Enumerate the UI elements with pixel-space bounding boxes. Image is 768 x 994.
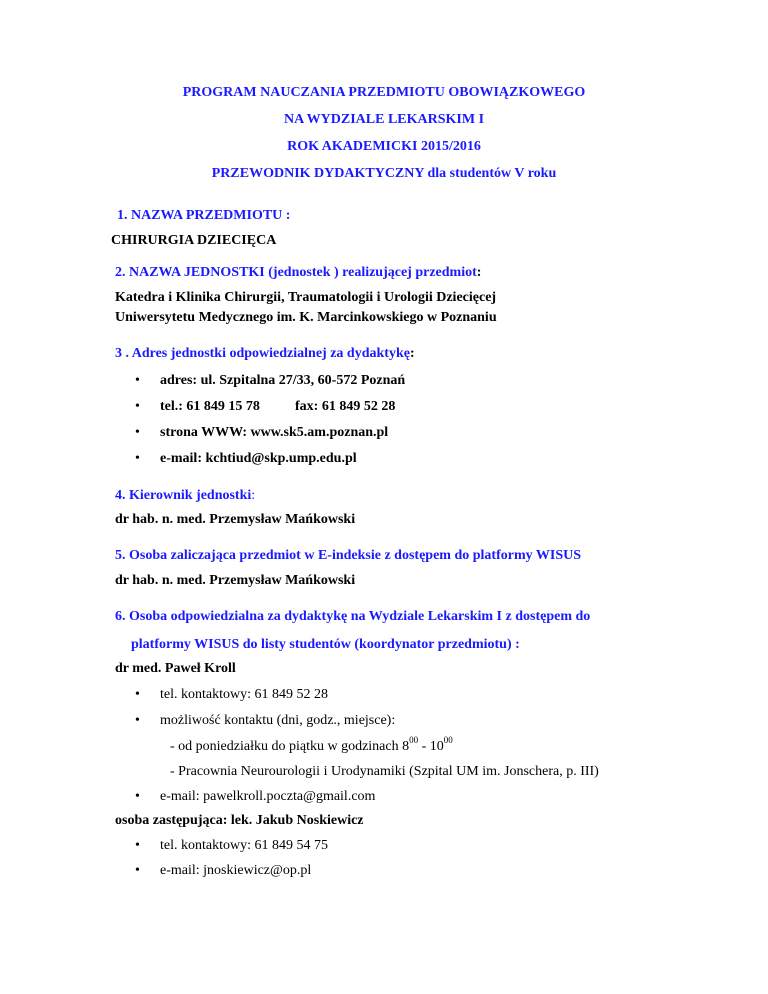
- section-6-sub-email: e-mail: jnoskiewicz@op.pl: [160, 863, 312, 878]
- header-line-4: PRZEWODNIK DYDAKTYCZNY dla studentów V roku: [211, 166, 557, 181]
- bullet-icon: •: [135, 789, 140, 804]
- section-6-hours: [170, 735, 453, 755]
- header-line-1: PROGRAM NAUCZANIA PRZEDMIOTU OBOWIĄZKOWEGO: [182, 85, 586, 100]
- section-4-heading-wrap: [115, 488, 255, 504]
- bullet-icon: •: [135, 425, 140, 440]
- section-2-heading: 2. NAZWA JEDNOSTKI (jednostek ) realizującej przedmiot: [115, 265, 477, 280]
- section-3-fax: fax: 61 849 52 28: [295, 399, 396, 414]
- hours-mid: - 10: [418, 739, 444, 754]
- section-4-value: dr hab. n. med. Przemysław Mańkowski: [115, 512, 356, 527]
- section-4-heading: 4. Kierownik jednostki: [115, 488, 252, 503]
- section-3-heading-wrap: [115, 346, 415, 362]
- section-3-colon: :: [409, 346, 415, 361]
- section-3-heading: 3 . Adres jednostki odpowiedzialnej za dydaktykę: [115, 346, 410, 361]
- section-6-contact: możliwość kontaktu (dni, godz., miejsce):: [160, 713, 396, 728]
- section-2-heading-wrap: [115, 265, 481, 281]
- section-2-line-2: Uniwersytetu Medycznego im. K. Marcinkowskiego w Poznaniu: [115, 310, 497, 325]
- section-2-colon: :: [476, 265, 482, 280]
- section-3-address: adres: ul. Szpitalna 27/33, 60-572 Poznań: [160, 373, 406, 388]
- bullet-icon: •: [135, 838, 140, 853]
- section-6-heading-line-1: 6. Osoba odpowiedzialna za dydaktykę na Wydziale Lekarskim I z dostępem do: [115, 609, 591, 624]
- section-6-sub-tel: tel. kontaktowy: 61 849 54 75: [160, 838, 328, 853]
- section-5-value: dr hab. n. med. Przemysław Mańkowski: [115, 573, 356, 588]
- section-3-tel: tel.: 61 849 15 78: [160, 399, 260, 414]
- section-3-email: e-mail: kchtiud@skp.ump.edu.pl: [160, 451, 357, 466]
- section-6-heading-line-2: platformy WISUS do listy studentów (koordynator przedmiotu) :: [131, 637, 520, 652]
- section-1-value: CHIRURGIA DZIECIĘCA: [111, 233, 277, 248]
- section-5-heading: 5. Osoba zaliczająca przedmiot w E-indeksie z dostępem do platformy WISUS: [115, 548, 581, 563]
- section-3-www: strona WWW: www.sk5.am.poznan.pl: [160, 425, 389, 440]
- section-2-line-1: Katedra i Klinika Chirurgii, Traumatologii i Urologii Dziecięcej: [115, 290, 497, 305]
- header-line-3: ROK AKADEMICKI 2015/2016: [287, 139, 481, 154]
- section-4-colon: :: [251, 488, 256, 503]
- hours-text: - od poniedziałku do piątku w godzinach 8: [170, 739, 410, 754]
- section-6-email: e-mail: pawelkroll.poczta@gmail.com: [160, 789, 376, 804]
- hours-end-sup: 00: [443, 735, 453, 746]
- header-line-2: NA WYDZIALE LEKARSKIM I: [283, 112, 485, 127]
- bullet-icon: •: [135, 687, 140, 702]
- hours-start-sup: 00: [409, 735, 419, 746]
- bullet-icon: •: [135, 863, 140, 878]
- bullet-icon: •: [135, 373, 140, 388]
- bullet-icon: •: [135, 399, 140, 414]
- section-6-place: - Pracownia Neurourologii i Urodynamiki (Szpital UM im. Jonschera, p. III): [170, 764, 599, 779]
- section-1-heading: 1. NAZWA PRZEDMIOTU :: [117, 208, 291, 223]
- section-6-tel: tel. kontaktowy: 61 849 52 28: [160, 687, 328, 702]
- bullet-icon: •: [135, 451, 140, 466]
- section-6-person: dr med. Paweł Kroll: [115, 661, 236, 676]
- section-6-substitute: osoba zastępująca: lek. Jakub Noskiewicz: [115, 813, 364, 828]
- bullet-icon: •: [135, 713, 140, 728]
